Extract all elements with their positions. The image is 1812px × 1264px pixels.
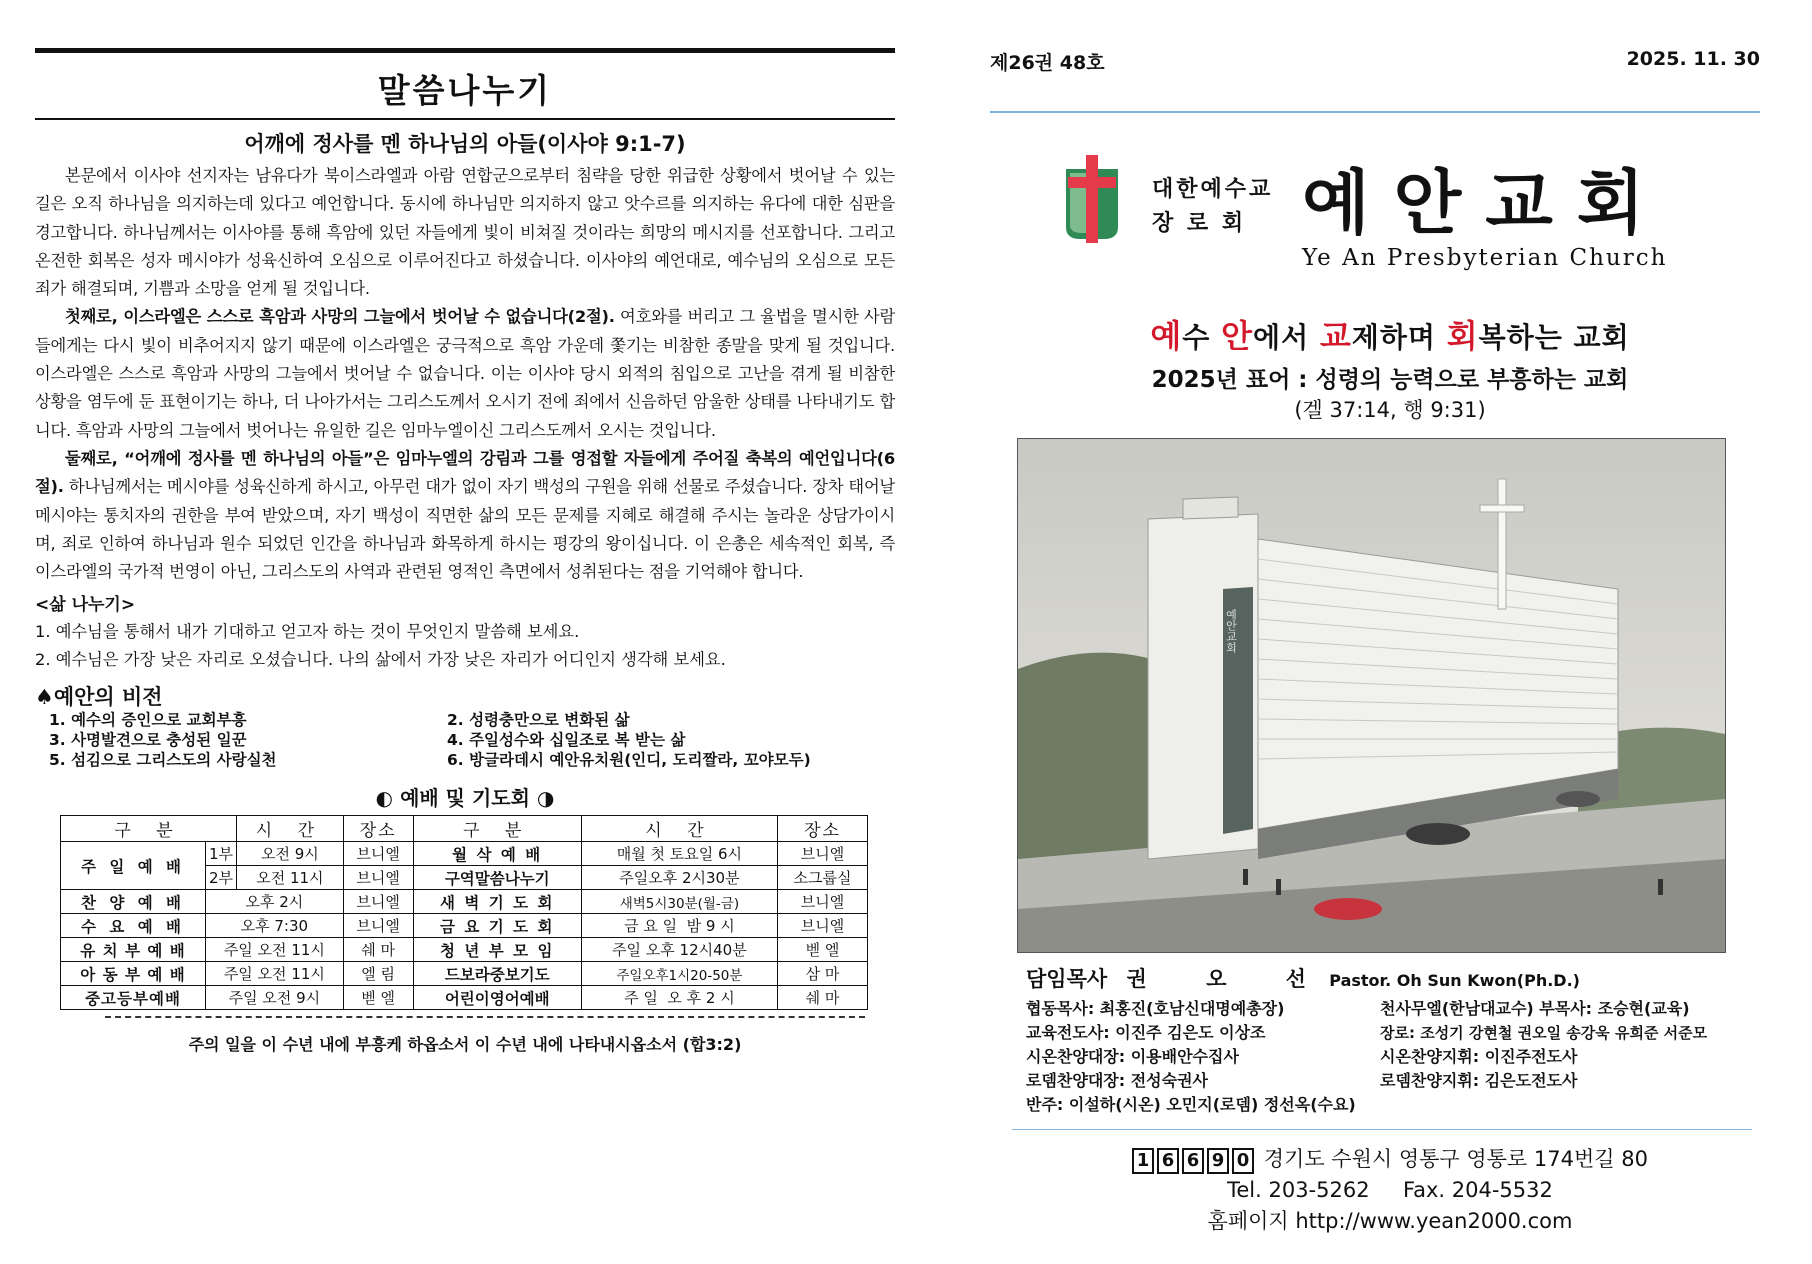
closing-verse: 주의 일을 이 수년 내에 부흥케 하옵소서 이 수년 내에 나타내시옵소서 (합3:2) [188,1035,742,1055]
cell-name-2: 청 년 부 모 임 [413,938,581,962]
table-row [61,938,868,962]
cell-time-2: 금 요 일 밤 9 시 [581,914,777,938]
zip-digit: 6 [1157,1148,1179,1174]
cell-time-2: 주일오후1시20-50분 [581,962,777,986]
table-header-row [61,816,868,842]
cell-name: 찬 양 예 배 [61,890,206,914]
denomination-line-2: 장 로 회 [1152,211,1247,236]
cell-time-2: 주일오후 2시30분 [581,866,777,890]
cell-name: 유 치 부 예 배 [61,938,206,962]
cell-place: 브니엘 [343,890,413,914]
address-text: 경기도 수원시 영통구 영통로 174번길 80 [1263,1147,1648,1171]
cell-time: 오후 7:30 [206,914,344,938]
header-rule [990,111,1760,113]
paragraph-lead: 첫째로, 이스라엘은 스스로 흑암과 사망의 그늘에서 벗어날 수 없습니다(2절). [65,307,615,327]
staff-item: 시온찬양대장: 이용배안수집사 [1026,1047,1239,1066]
share-list [35,618,895,674]
cell-place-2: 브니엘 [777,842,867,866]
pastor-title: 담임목사 [1026,967,1108,991]
header-place-2: 장소 [777,816,867,842]
cell-name-2: 새 벽 기 도 회 [413,890,581,914]
motto-text: 복하는 교회 [1478,321,1630,354]
paragraph-text: 여호와를 버리고 그 율법을 멸시한 사람들에게는 다시 빛이 비추어지지 않기 때문에 이스라엘은 궁극적으로 흑암 가운데 쫓기는 비참한 종말을 맞게 될 것입니다. 이스라엘은 스스로 흑암과 사망의 그늘에서 벗어날 수 없습니다. 이는 이사야 당시 외적의 침입으로 고난을 겪게 될 비참한 상황을 염두에 둔 표현이기는 하나, 더 나아가서는 그리스도께서 오시기 전에 죄에서 신음하던 암울한 상태를 나타내기도 합니다. 흑암과 사망의 그늘에서 벗어나는 유일한 길은 임마누엘이신 그리스도께서 오시는 것입니다. [35,307,895,440]
issue-volume: 제26권 48호 [990,52,1105,74]
cell-time: 오전 9시 [237,842,344,866]
phone-line [990,1175,1790,1206]
table-row [61,914,868,938]
cell-name: 주 일 예 배 [61,842,206,890]
cell-place: 브니엘 [343,842,413,866]
cell-place-2: 삼 마 [777,962,867,986]
cell-name: 아 동 부 예 배 [61,962,206,986]
church-building-photo [1017,438,1726,953]
yearly-theme-reference: (겔 37:14, 행 9:31) [1294,398,1486,422]
staff-item: 로뎀찬양대장: 전성숙권사 [1026,1071,1208,1090]
zip-digit: 0 [1232,1148,1254,1174]
cell-place: 브니엘 [343,866,413,890]
cell-name-2: 금 요 기 도 회 [413,914,581,938]
sermon-paragraph-1 [35,162,895,303]
homepage-link[interactable]: 홈페이지 http://www.yean2000.com [1207,1209,1573,1233]
vision-list [49,710,895,770]
paragraph-text: 본문에서 이사야 선지자는 남유다가 북이스라엘과 아람 연합군으로부터 침략을 당한 위급한 상황에서 벗어날 수 있는 길은 오직 하나님을 의지하는데 있다고 예언합니다. 동시에 하나님만 의지하지 않고 앗수르를 의지하는 유다에 대한 심판을 경고합니다. 하나님께서는 이사야를 통해 흑암에 있던 자들에게 빛이 비쳐질 것이라는 희망의 메시지를 선포합니다. 그리고 온전한 회복은 성자 메시야가 성육신하여 오심으로 이루어진다고 하셨습니다. 이사야의 예언대로, 예수님의 오심으로 모든 죄가 해결되며, 기쁨과 소망을 얻게 될 것입니다. [35,166,895,299]
staff-item: 천사무엘(한남대교수) 부목사: 조승현(교육) [1380,999,1690,1018]
building-sign: 예안교회 [1224,609,1238,653]
cell-time: 주일 오전 9시 [206,986,344,1010]
cell-time: 오후 2시 [206,890,344,914]
cell-time: 주일 오전 11시 [206,962,344,986]
motto-highlight: 안 [1221,317,1254,355]
paragraph-lead: 둘째로, “어깨에 정사를 멘 하나님의 아들”은 임마누엘의 강림과 그를 영접할 자들에게 주어질 축복의 예언입니다(6절). [35,448,895,497]
left-page [35,48,895,1248]
header-place: 장소 [343,816,413,842]
zip-digit: 1 [1132,1148,1154,1174]
cross-logo-icon [1060,153,1124,245]
staff-list [1026,997,1806,1117]
cell-name-2: 월 삭 예 배 [413,842,581,866]
issue-date: 2025. 11. 30 [1626,48,1760,70]
church-name-korean: 예안교회 [1302,161,1669,244]
cell-place: 벧 엘 [343,986,413,1010]
cell-time: 주일 오전 11시 [206,938,344,962]
header-category-2: 구 분 [413,816,581,842]
vision-item: 2. 성령충만으로 변화된 삶 [447,711,630,730]
cell-time-2: 새벽5시30분(월-금) [581,890,777,914]
cell-place-2: 브니엘 [777,914,867,938]
cell-time-2: 매월 첫 토요일 6시 [581,842,777,866]
cell-name-2: 어린이영어예배 [413,986,581,1010]
zip-digit: 6 [1182,1148,1204,1174]
vision-item: 6. 방글라데시 예안유치원(인디, 도리짤라, 꼬야모두) [447,751,811,770]
right-page [990,40,1790,1250]
pastor-name-english: Pastor. Oh Sun Kwon(Ph.D.) [1329,971,1580,990]
table-row [61,890,868,914]
cell-time-2: 주일 오후 12시40분 [581,938,777,962]
cell-place-2: 브니엘 [777,890,867,914]
cell-place: 브니엘 [343,914,413,938]
zip-digit: 9 [1207,1148,1229,1174]
cell-name: 수 요 예 배 [61,914,206,938]
footer-rule [1012,1129,1752,1130]
cell-place-2: 쉐 마 [777,986,867,1010]
vision-item: 1. 예수의 증인으로 교회부흥 [49,711,247,730]
cell-place: 쉐 마 [343,938,413,962]
church-name-english: Ye An Presbyterian Church [1302,245,1668,271]
senior-pastor [1026,963,1790,993]
denomination [1152,173,1273,241]
staff-item: 교육전도사: 이진주 김은도 이상조 [1026,1023,1266,1042]
header-time: 시 간 [237,816,344,842]
table-row [61,962,868,986]
motto-text: 수 [1182,321,1222,354]
staff-item: 로뎀찬양지휘: 김은도전도사 [1380,1071,1578,1090]
sermon-title [35,128,895,158]
cell-part: 1부 [206,842,237,866]
vision-item: 4. 주일성수와 십일조로 복 받는 삶 [447,731,686,750]
pastor-name: 권 오 선 [1126,967,1332,991]
church-motto [990,311,1790,357]
worship-schedule-table [60,815,868,1010]
dashed-divider [105,1016,865,1018]
sermon-body [35,162,895,586]
sermon-paragraph-3 [35,445,895,586]
header-time-2: 시 간 [581,816,777,842]
church-masthead [990,153,1790,273]
cell-place-2: 벧 엘 [777,938,867,962]
issue-header [990,40,1790,75]
yearly-theme: 2025년 표어 : 성령의 능력으로 부흥하는 교회 [1151,367,1629,393]
header-category: 구 분 [61,816,237,842]
church-building-illustration [1018,439,1725,952]
vision-heading: ♠예안의 비전 [35,685,163,710]
paragraph-text: 하나님께서는 메시야를 성육신하게 하시고, 아무런 대가 없이 자기 백성의 구원을 위해 선물로 주셨습니다. 장차 태어날 메시야는 통치자의 권한을 부여 받았으며, 자기 백성이 직면한 삶의 모든 문제를 지혜로 해결해 주시는 놀라운 상담가이시며, 죄로 인하여 하나님과 원수 되었던 인간을 하나님과 화목하게 하시는 평강의 왕이십니다. 이 은총은 세속적인 회복, 즉 이스라엘의 국가적 번영이 아닌, 그리스도의 사역과 관련된 영적인 측면에서 성취된다는 점을 기억해야 합니다. [35,477,895,582]
cell-name-2: 드보라중보기도 [413,962,581,986]
cell-place-2: 소그룹실 [777,866,867,890]
table-row [61,986,868,1010]
fax: Fax. 204-5532 [1402,1178,1553,1202]
sermon-title-text: 어깨에 정사를 멘 하나님의 아들 [244,132,538,156]
table-row [61,842,868,866]
sermon-reference: (이사야 9:1-7) [537,132,686,156]
cell-name-2: 구역말씀나누기 [413,866,581,890]
address-line [990,1144,1790,1175]
share-heading: <삶 나누기> [35,595,136,616]
telephone: Tel. 203-5262 [1227,1178,1370,1202]
motto-highlight: 예 [1150,317,1183,355]
vision-item: 3. 사명발견으로 충성된 일꾼 [49,731,247,750]
share-item: 1. 예수님을 통해서 내가 기대하고 얻고자 하는 것이 무엇인지 말씀해 보세요. [35,622,580,642]
cell-name: 중고등부예배 [61,986,206,1010]
staff-item: 장로: 조성기 강현철 권오일 송강욱 유희준 서준모 [1380,1024,1708,1042]
motto-text: 에서 [1253,321,1320,354]
share-item: 2. 예수님은 가장 낮은 자리로 오셨습니다. 나의 삶에서 가장 낮은 자리가 어디인지 생각해 보세요. [35,650,726,670]
cell-part: 2부 [206,866,237,890]
church-contact [990,1144,1790,1237]
staff-item: 반주: 이설하(시온) 오민지(로뎀) 정선옥(수요) [1026,1095,1356,1114]
sermon-paragraph-2 [35,303,895,444]
staff-item: 시온찬양지휘: 이진주전도사 [1380,1047,1578,1066]
motto-highlight: 회 [1446,317,1479,355]
denomination-line-1: 대한예수교 [1152,177,1274,202]
cell-place: 엘 림 [343,962,413,986]
motto-highlight: 교 [1319,317,1352,355]
cell-time: 오전 11시 [237,866,344,890]
worship-heading: ◐ 예배 및 기도회 ◑ [375,786,555,811]
cell-time-2: 주 일 오 후 2 시 [581,986,777,1010]
staff-item: 협동목사: 최홍진(호남신대명예총장) [1026,999,1285,1018]
motto-text: 제하며 [1351,321,1447,354]
section-title: 말씀나누기 [35,53,895,120]
vision-item: 5. 섬김으로 그리스도의 사랑실천 [49,751,277,770]
